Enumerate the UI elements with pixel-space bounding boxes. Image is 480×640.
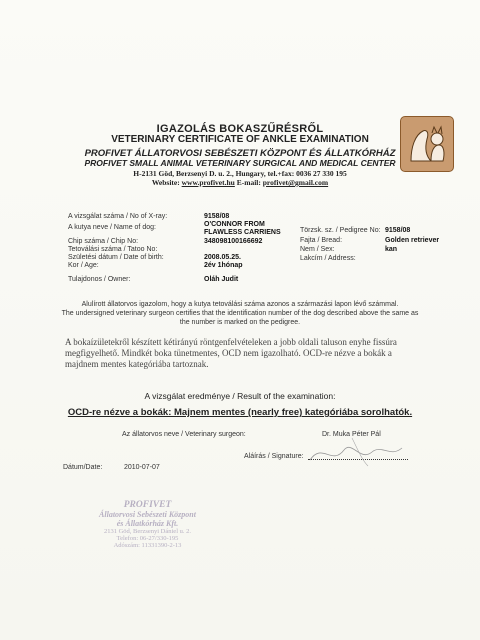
chip-number-value: 348098100166692 [204,238,263,245]
dog-name-value-line1: O'CONNOR FROM [204,221,265,228]
clinic-name-hungarian: PROFIVET ÁLLATORVOSI SEBÉSZETI KÖZPONT ÉS ÁLLATKÓRHÁZ [84,148,396,159]
title-hungarian: IGAZOLÁS BOKASZŰRÉSRŐL [156,123,324,135]
email-link[interactable]: profivet@gmail.com [262,178,329,187]
vet-label: Az állatorvos neve / Veterinary surgeon: [122,431,246,438]
birth-date-value: 2008.05.25. [204,254,241,261]
result-heading: A vizsgálat eredménye / Result of the examination: [144,391,336,401]
identity-note-hungarian: Alulírott állatorvos igazolom, hogy a kutya tetoválási száma azonos a származási lapon lévő számmal. [81,301,399,308]
identity-note-english: The undersigned veterinary surgeon certifies that the identification number of the dog described above the same as the number is marked on the pedigree. [61,310,419,326]
owner-value: Oláh Judit [204,276,239,283]
result-text: OCD-re nézve a bokák: Majnem mentes (nearly free) kategóriába sorolhatók. [67,407,413,418]
clinic-name-english: PROFIVET SMALL ANIMAL VETERINARY SURGICAL AND MEDICAL CENTER [84,158,396,168]
stamp-line-2: Állatorvosi Sebészeti Központ [99,510,196,519]
pedigree-number-value: 9158/08 [385,227,411,234]
age-label: Kor / Age: [68,262,99,269]
clinic-stamp [55,497,240,597]
stamp-line-5: Telefon: 06-27/330-195 [116,535,179,542]
email-label: E-mail: [236,178,261,187]
stamp-line-1: PROFIVET [123,500,172,510]
xray-number-value: 9158/08 [204,213,230,220]
sex-label: Nem / Sex: [300,246,335,253]
breed-label: Fajta / Bread: [300,237,343,244]
date-label: Dátum/Date: [63,464,103,471]
vet-name: Dr. Muka Péter Pál [322,431,381,438]
chip-number-label: Chip száma / Chip No: [68,238,139,245]
date-value: 2010-07-07 [124,464,160,471]
address-label: Lakcím / Address: [300,255,356,262]
breed-value: Golden retriever [385,237,440,244]
clinic-logo [400,116,454,172]
dog-name-value-line2: FLAWLESS CARRIENS [204,229,281,236]
signature-scribble-icon [302,432,412,472]
sex-value: kan [385,246,398,253]
identity-note [60,300,420,327]
dog-cat-logo-icon [401,117,453,171]
title-english: VETERINARY CERTIFICATE OF ANKLE EXAMINATION [111,134,369,145]
findings-paragraph: A bokaízületekről készített kétirányú röntgenfelvételeken a jobb oldali taluson enyhe fissúra megfigyelhető. Mindkét boka tünetmentes, OCD nem igazolható. OCD-re nézve a bokák a majdnem mentes kategóriába tartoznak. [65,337,397,369]
clinic-contacts [0,178,480,187]
stamp-line-4: 2131 Göd, Berzsenyi Dániel u. 2. [103,528,191,535]
clinic-address: H-2131 Göd, Berzsenyi D. u. 2., Hungary, tel.+fax: 0036 27 330 195 [133,169,347,178]
signature-label: Aláírás / Signature: [244,453,304,460]
dog-name-label: A kutya neve / Name of dog: [68,224,156,231]
tattoo-number-label: Tetoválási száma / Tatoo No: [68,246,158,253]
age-value: 2év 1hónap [204,262,243,269]
stamp-line-3: és Állatkórház Kft. [116,519,179,528]
stamp-line-6: Adószám: 11331390-2-13 [113,542,182,549]
website-link[interactable]: www.profivet.hu [181,178,235,187]
owner-label: Tulajdonos / Owner: [68,276,131,283]
pedigree-number-label: Törzsk. sz. / Pedigree No: [300,227,381,234]
website-label: Website: [151,178,180,187]
xray-number-label: A vizsgálat száma / No of X-ray: [68,213,168,220]
birth-date-label: Születési dátum / Date of birth: [68,254,164,261]
